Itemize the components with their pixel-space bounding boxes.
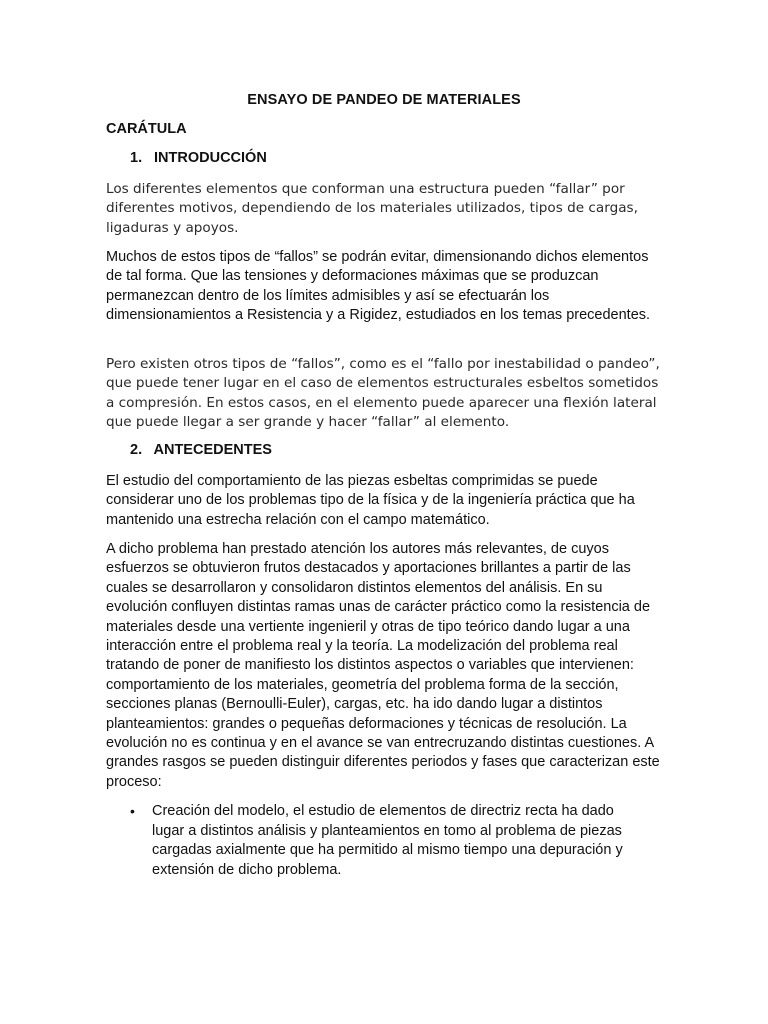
section-title: ANTECEDENTES bbox=[153, 442, 272, 458]
paragraph: A dicho problema han prestado atención los autores más relevantes, de cuyos esfuerzos se obtuvieron frutos destacados y aportaciones brillantes a partir de las cuales se desarrollaron y consolidaron distintos elementos del análisis. En su evolución confluyen distintas ramas unas de carácter práctico como la resistencia de materiales desde una vertiente ingenieril y otras de tipo teórico dando lugar a una interacción entre el problema real y la teoría. La modelización del problema real tratando de poner de manifiesto los distintos aspectos o variables que intervienen: comportamiento de los materiales, geometría del problema forma de la sección, secciones planas (Bernoulli-Euler), cargas, etc. ha ido dando lugar a distintos planteamientos: grandes o pequeñas deformaciones y técnicas de resolución. La evolución no es continua y en el avance se van entrecruzando distintas cuestiones. A grandes rasgos se pueden distinguir diferentes periodos y fases que caracterizan este proceso: bbox=[106, 541, 660, 790]
caratula-heading: CARÁTULA bbox=[106, 121, 187, 137]
document-title: ENSAYO DE PANDEO DE MATERIALES bbox=[247, 92, 521, 108]
bullet-icon: • bbox=[130, 803, 135, 819]
paragraph: Los diferentes elementos que conforman una estructura pueden “fallar” por diferentes motivos, dependiendo de los materiales utilizados, tipos de cargas, ligaduras y apoyos. bbox=[106, 181, 638, 236]
paragraph: Muchos de estos tipos de “fallos” se podrán evitar, dimensionando dichos elementos de tal forma. Que las tensiones y deformaciones máximas que se produzcan permanezcan dentro de los límites admisibles y así se efectuarán los dimensionamientos a Resistencia y a Rigidez, estudiados en los temas precedentes. bbox=[106, 249, 651, 324]
section-title: INTRODUCCIÓN bbox=[154, 150, 267, 166]
list-item bbox=[130, 802, 650, 880]
section-heading-introduccion bbox=[130, 150, 267, 166]
paragraph: Pero existen otros tipos de “fallos”, como es el “fallo por inestabilidad o pandeo”, que puede tener lugar en el caso de elementos estructurales esbeltos sometidos a compresión. En estos casos, en el elemento puede aparecer una flexión lateral que puede llegar a ser grande y hacer “fallar” al elemento. bbox=[106, 356, 660, 431]
section-number: 1. bbox=[130, 150, 143, 166]
section-heading-antecedentes bbox=[130, 442, 272, 458]
paragraph: El estudio del comportamiento de las piezas esbeltas comprimidas se puede considerar uno de los problemas tipo de la física y de la ingeniería práctica que ha mantenido una estrecha relación con el campo matemático. bbox=[106, 473, 635, 528]
list-item-text: Creación del modelo, el estudio de elementos de directriz recta ha dado lugar a distintos análisis y planteamientos en tomo al problema de piezas cargadas axialmente que ha permitido al mismo tiempo una depuración y extensión de dicho problema. bbox=[152, 803, 623, 878]
section-number: 2. bbox=[130, 442, 143, 458]
